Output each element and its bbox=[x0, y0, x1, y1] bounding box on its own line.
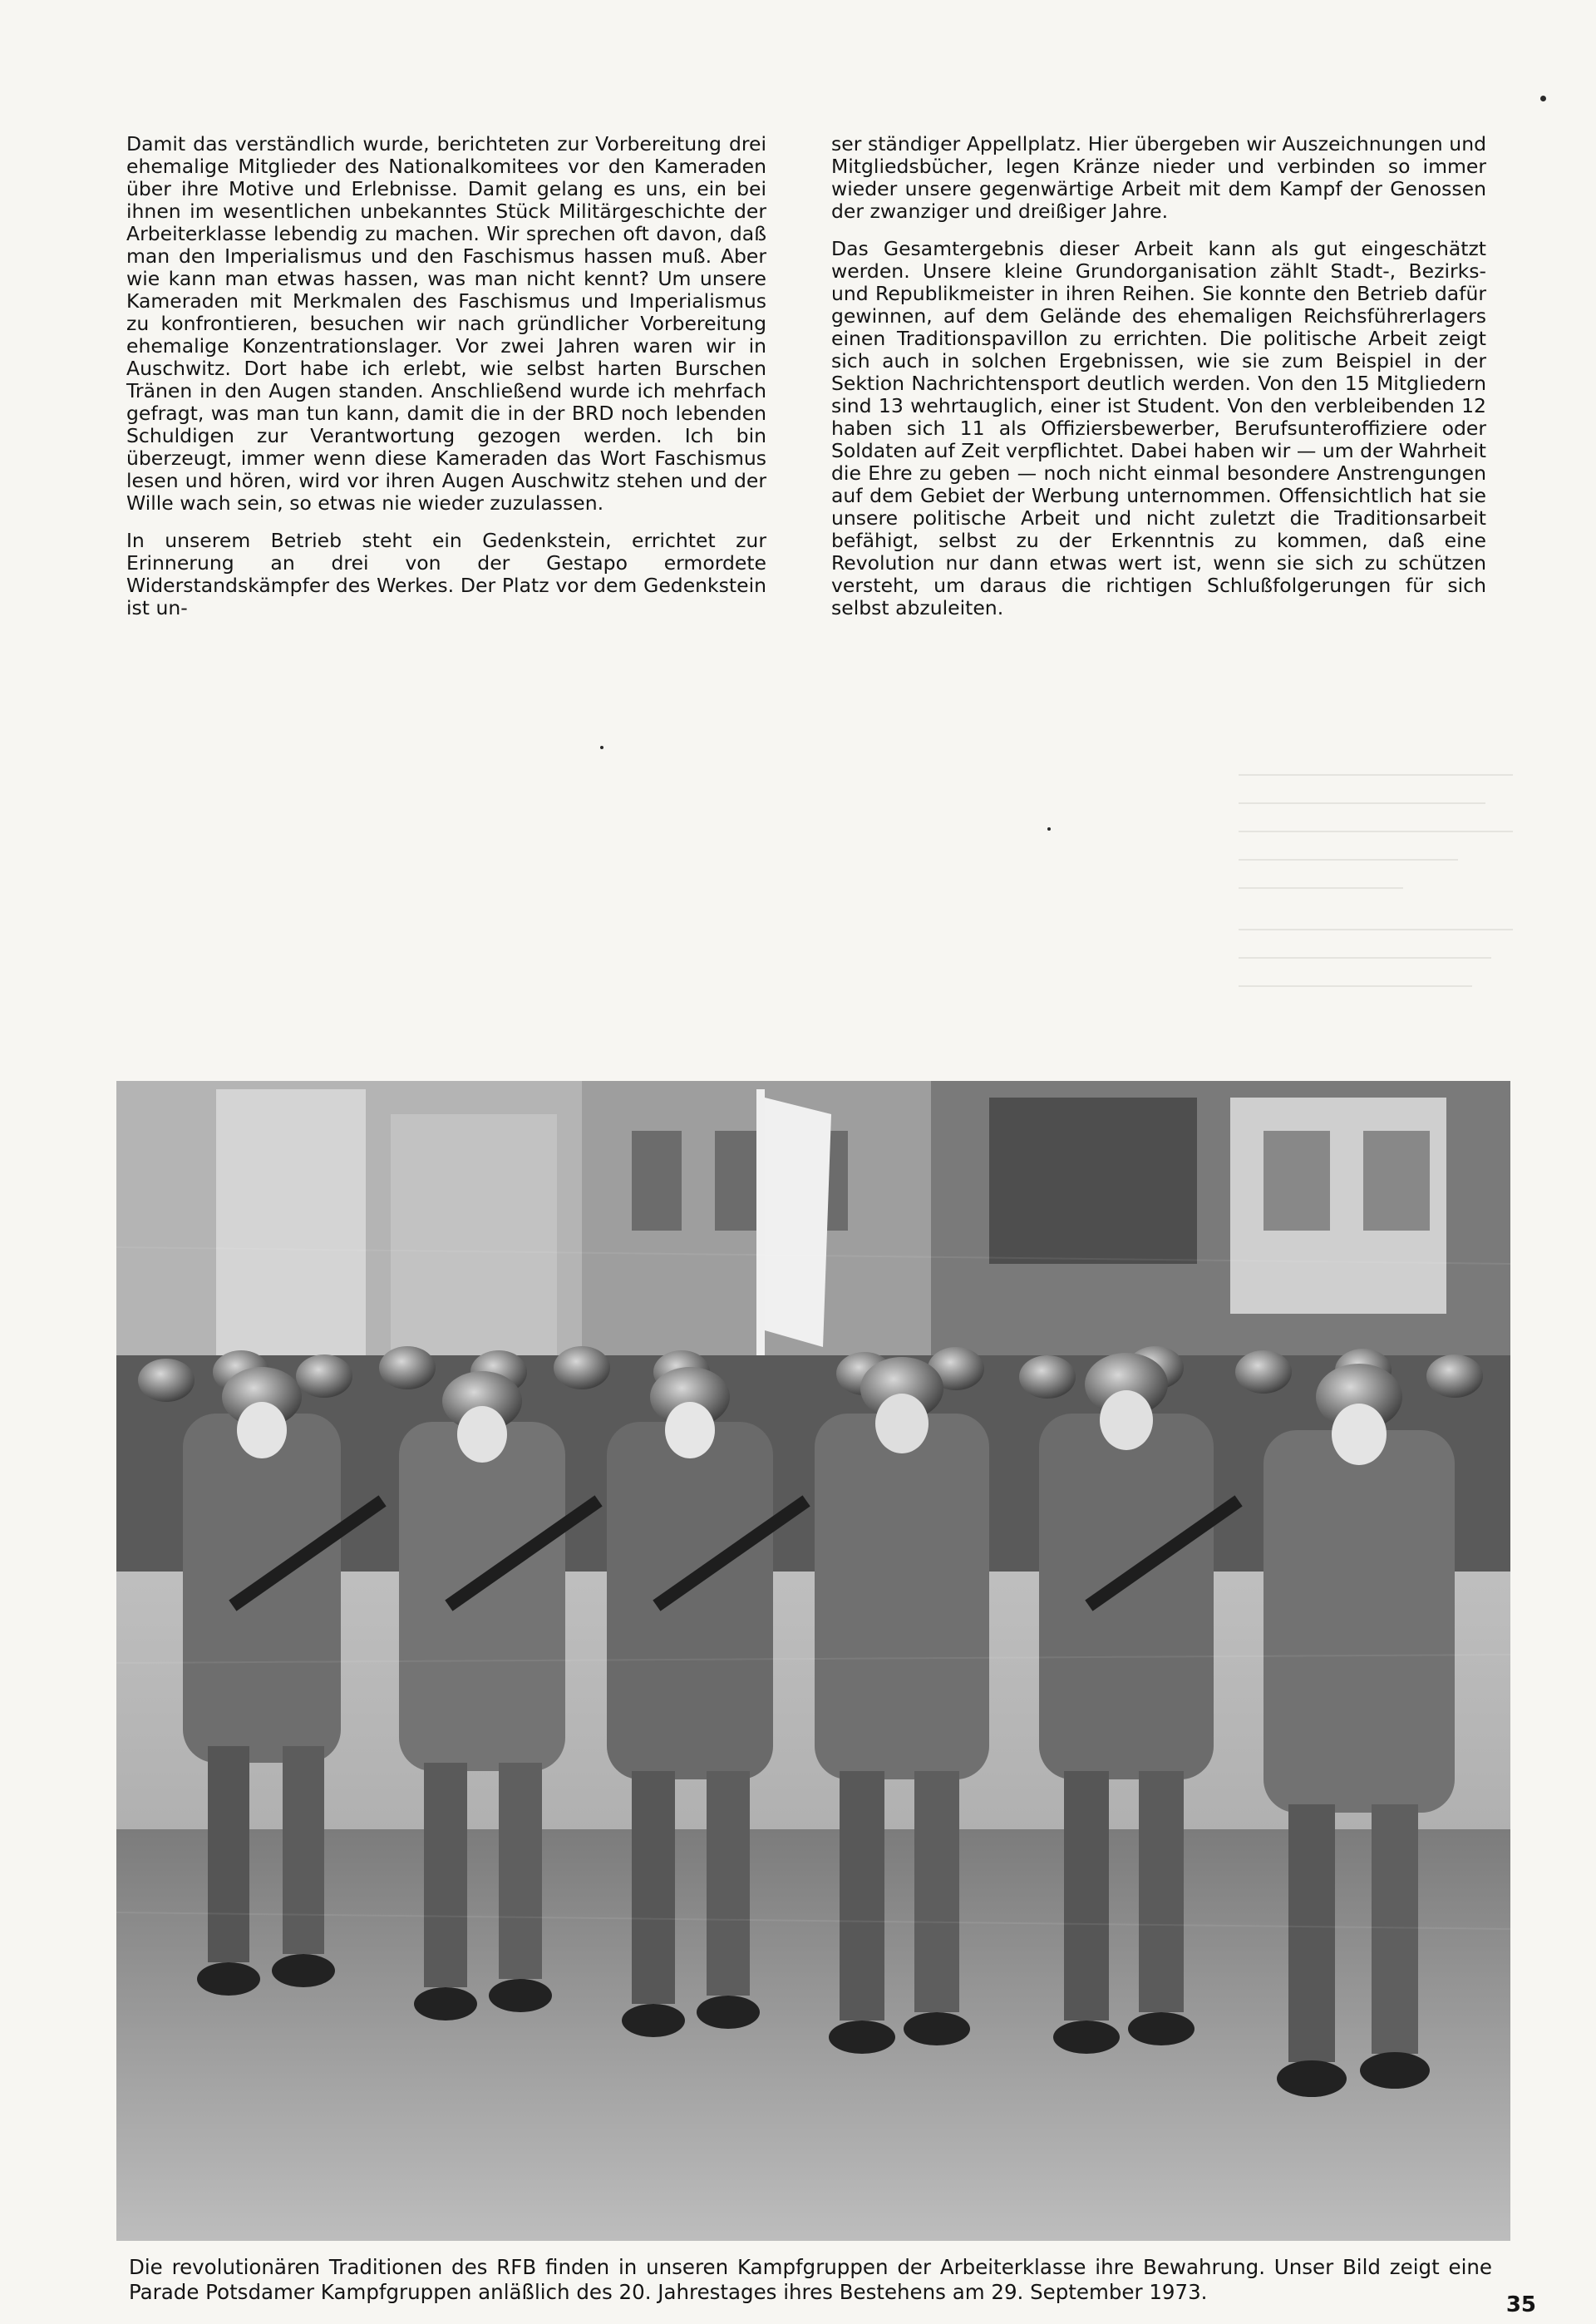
page-number: 35 bbox=[1505, 2292, 1536, 2317]
paragraph: Das Gesamtergebnis dieser Arbeit kann als gut eingeschätzt werden. Unsere kleine Grundorganisation zählt Stadt-, Bezirks- und Republikmeister in ihren Reihen. Sie konnte den Betrieb dafür gewinnen, auf dem Gelände des ehemaligen Reichsführerlagers einen Traditionspavillon zu errichten. Die politische Arbeit zeigt sich auch in solchen Ergebnissen, wie sie zum Beispiel in der Sektion Nachrichtensport deutlich werden. Von den 15 Mitgliedern sind 13 wehrtauglich, einer ist Student. Von den verbleibenden 12 haben sich 11 als Offiziersbewerber, Berufsunteroffiziere oder Soldaten auf Zeit verpflichtet. Dabei haben wir — um der Wahrheit die Ehre zu geben — noch nicht einmal besondere Anstrengungen auf dem Gebiet der Werbung unternommen. Offensichtlich hat sie unsere politische Arbeit und nicht zuletzt die Traditionsarbeit befähigt, selbst zu der Erkenntnis zu kommen, daß eine Revolution nur dann etwas wert ist, wenn sie sich zu schützen versteht, um daraus die richtigen Schlußfolgerungen für sich selbst abzuleiten. bbox=[831, 237, 1486, 619]
scan-speck bbox=[600, 746, 603, 749]
photo-parade-icon bbox=[116, 1081, 1510, 2241]
paragraph: Damit das verständlich wurde, berichteten zur Vorbereitung drei ehemalige Mitglieder des Nationalkomitees vor den Kameraden über ihre Motive und Erlebnisse. Damit gelang es uns, ein bei ihnen im wesentlichen unbekanntes Stück Militärgeschichte der Arbeiterklasse lebendig zu machen. Wir sprechen oft davon, daß man den Imperialismus und den Faschismus hassen muß. Aber wie kann man etwas hassen, was man nicht kennt? Um unsere Kameraden mit Merkmalen des Faschismus und Imperialismus zu konfrontieren, besuchen wir nach gründlicher Vorbereitung ehemalige Konzentrationslager. Vor zwei Jahren waren wir in Auschwitz. Dort habe ich erlebt, wie selbst harten Burschen Tränen in den Augen standen. Anschließend wurde ich mehrfach gefragt, was man tun kann, damit die in der BRD noch lebenden Schuldigen zur Verantwortung gezogen werden. Ich bin überzeugt, immer wenn diese Kameraden das Wort Faschismus lesen und hören, wird vor ihren Augen Auschwitz stehen und der Wille wach sein, so etwas nie wieder zuzulassen. bbox=[126, 132, 766, 515]
photo-caption: Die revolutionären Traditionen des RFB finden in unseren Kampfgruppen der Arbeiterklasse ihre Bewahrung. Unser Bild zeigt eine Parade Potsdamer Kampfgruppen anläßlich des 20. Jahrestages ihres Bestehens am 29. September 1973. bbox=[129, 2255, 1492, 2304]
paragraph: ser ständiger Appellplatz. Hier übergeben wir Auszeichnungen und Mitgliedsbücher, legen Kränze nieder und verbinden so immer wieder unsere gegenwärtige Arbeit mit dem Kampf der Genossen der zwanziger und dreißiger Jahre. bbox=[831, 132, 1486, 223]
scan-speck bbox=[1047, 827, 1051, 831]
article-left-column bbox=[126, 133, 766, 634]
article-right-column bbox=[831, 133, 1486, 634]
paragraph: In unserem Betrieb steht ein Gedenkstein, errichtet zur Erinnerung an drei von der Gestapo ermordete Widerstandskämpfer des Werkes. Der Platz vor dem Gedenkstein ist un- bbox=[126, 529, 766, 619]
scan-speck bbox=[1540, 96, 1546, 101]
reverse-side-show-through bbox=[1239, 752, 1513, 1035]
